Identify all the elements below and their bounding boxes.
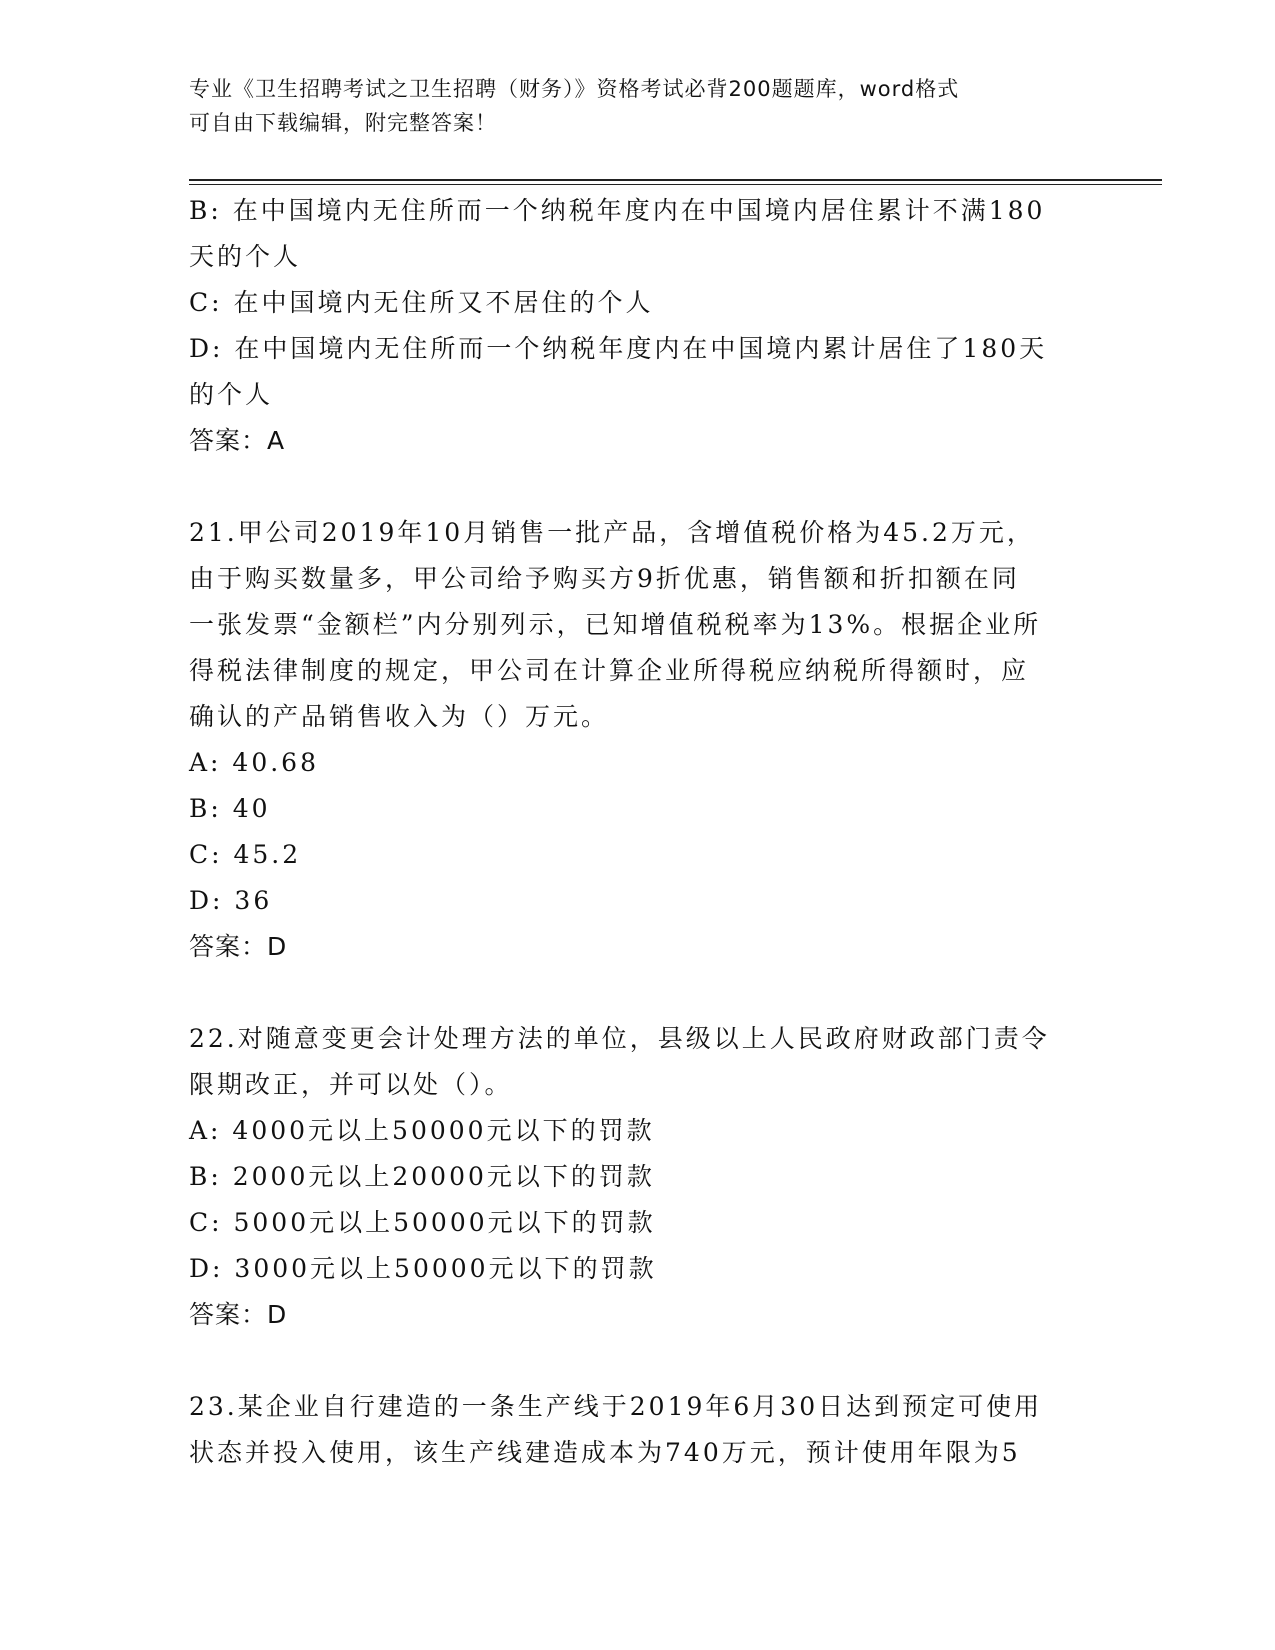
question-text-line: 由于购买数量多，甲公司给予购买方9折优惠，销售额和折扣额在同 xyxy=(189,564,1020,593)
spacer xyxy=(189,970,1089,1016)
option-b: B: 在中国境内无住所而一个纳税年度内在中国境内居住累计不满180 xyxy=(189,196,1046,225)
option-c: C: 45.2 xyxy=(189,840,302,869)
question-21 xyxy=(189,510,1089,970)
question-text-line: 状态并投入使用，该生产线建造成本为740万元，预计使用年限为5 xyxy=(189,1438,1021,1467)
question-text-line: 得税法律制度的规定，甲公司在计算企业所得税应纳税所得额时，应 xyxy=(189,656,1030,685)
option-a: A: 4000元以上50000元以下的罚款 xyxy=(189,1116,655,1145)
header-title-line-1: 专业《卫生招聘考试之卫生招聘（财务）》资格考试必背200题题库，word格式 xyxy=(189,77,960,101)
option-d: D: 3000元以上50000元以下的罚款 xyxy=(189,1254,657,1283)
question-text-line: 一张发票“金额栏”内分别列示，已知增值税税率为13%。根据企业所 xyxy=(189,610,1042,639)
header-divider-thick xyxy=(189,179,1162,181)
question-text-line: 23.某企业自行建造的一条生产线于2019年6月30日达到预定可使用 xyxy=(189,1392,1043,1421)
question-text-line: 21.甲公司2019年10月销售一批产品，含增值税价格为45.2万元， xyxy=(189,518,1035,547)
question-23 xyxy=(189,1384,1089,1476)
option-d: D: 在中国境内无住所而一个纳税年度内在中国境内累计居住了180天 xyxy=(189,334,1048,363)
question-22 xyxy=(189,1016,1089,1338)
option-a: A: 40.68 xyxy=(189,748,319,777)
option-b: B: 2000元以上20000元以下的罚款 xyxy=(189,1162,655,1191)
question-text-line: 22.对随意变更会计处理方法的单位，县级以上人民政府财政部门责令 xyxy=(189,1024,1050,1053)
option-b: B: 40 xyxy=(189,794,271,823)
document-header xyxy=(189,72,1089,140)
question-20-continuation xyxy=(189,188,1089,464)
question-text-line: 限期改正，并可以处（）。 xyxy=(189,1070,513,1099)
option-c: C: 5000元以上50000元以下的罚款 xyxy=(189,1208,656,1237)
answer-line: 答案：D xyxy=(189,1300,288,1329)
option-d: D: 36 xyxy=(189,886,273,915)
question-text-line: 确认的产品销售收入为（）万元。 xyxy=(189,702,610,731)
answer-line: 答案：A xyxy=(189,426,286,455)
answer-line: 答案：D xyxy=(189,932,288,961)
header-divider-thin xyxy=(189,184,1162,185)
document-body xyxy=(189,188,1089,1476)
option-d-continued: 的个人 xyxy=(189,380,274,409)
spacer xyxy=(189,1338,1089,1384)
option-b-continued: 天的个人 xyxy=(189,242,302,271)
option-c: C: 在中国境内无住所又不居住的个人 xyxy=(189,288,654,317)
spacer xyxy=(189,464,1089,510)
header-title-line-2: 可自由下载编辑，附完整答案！ xyxy=(189,111,497,135)
